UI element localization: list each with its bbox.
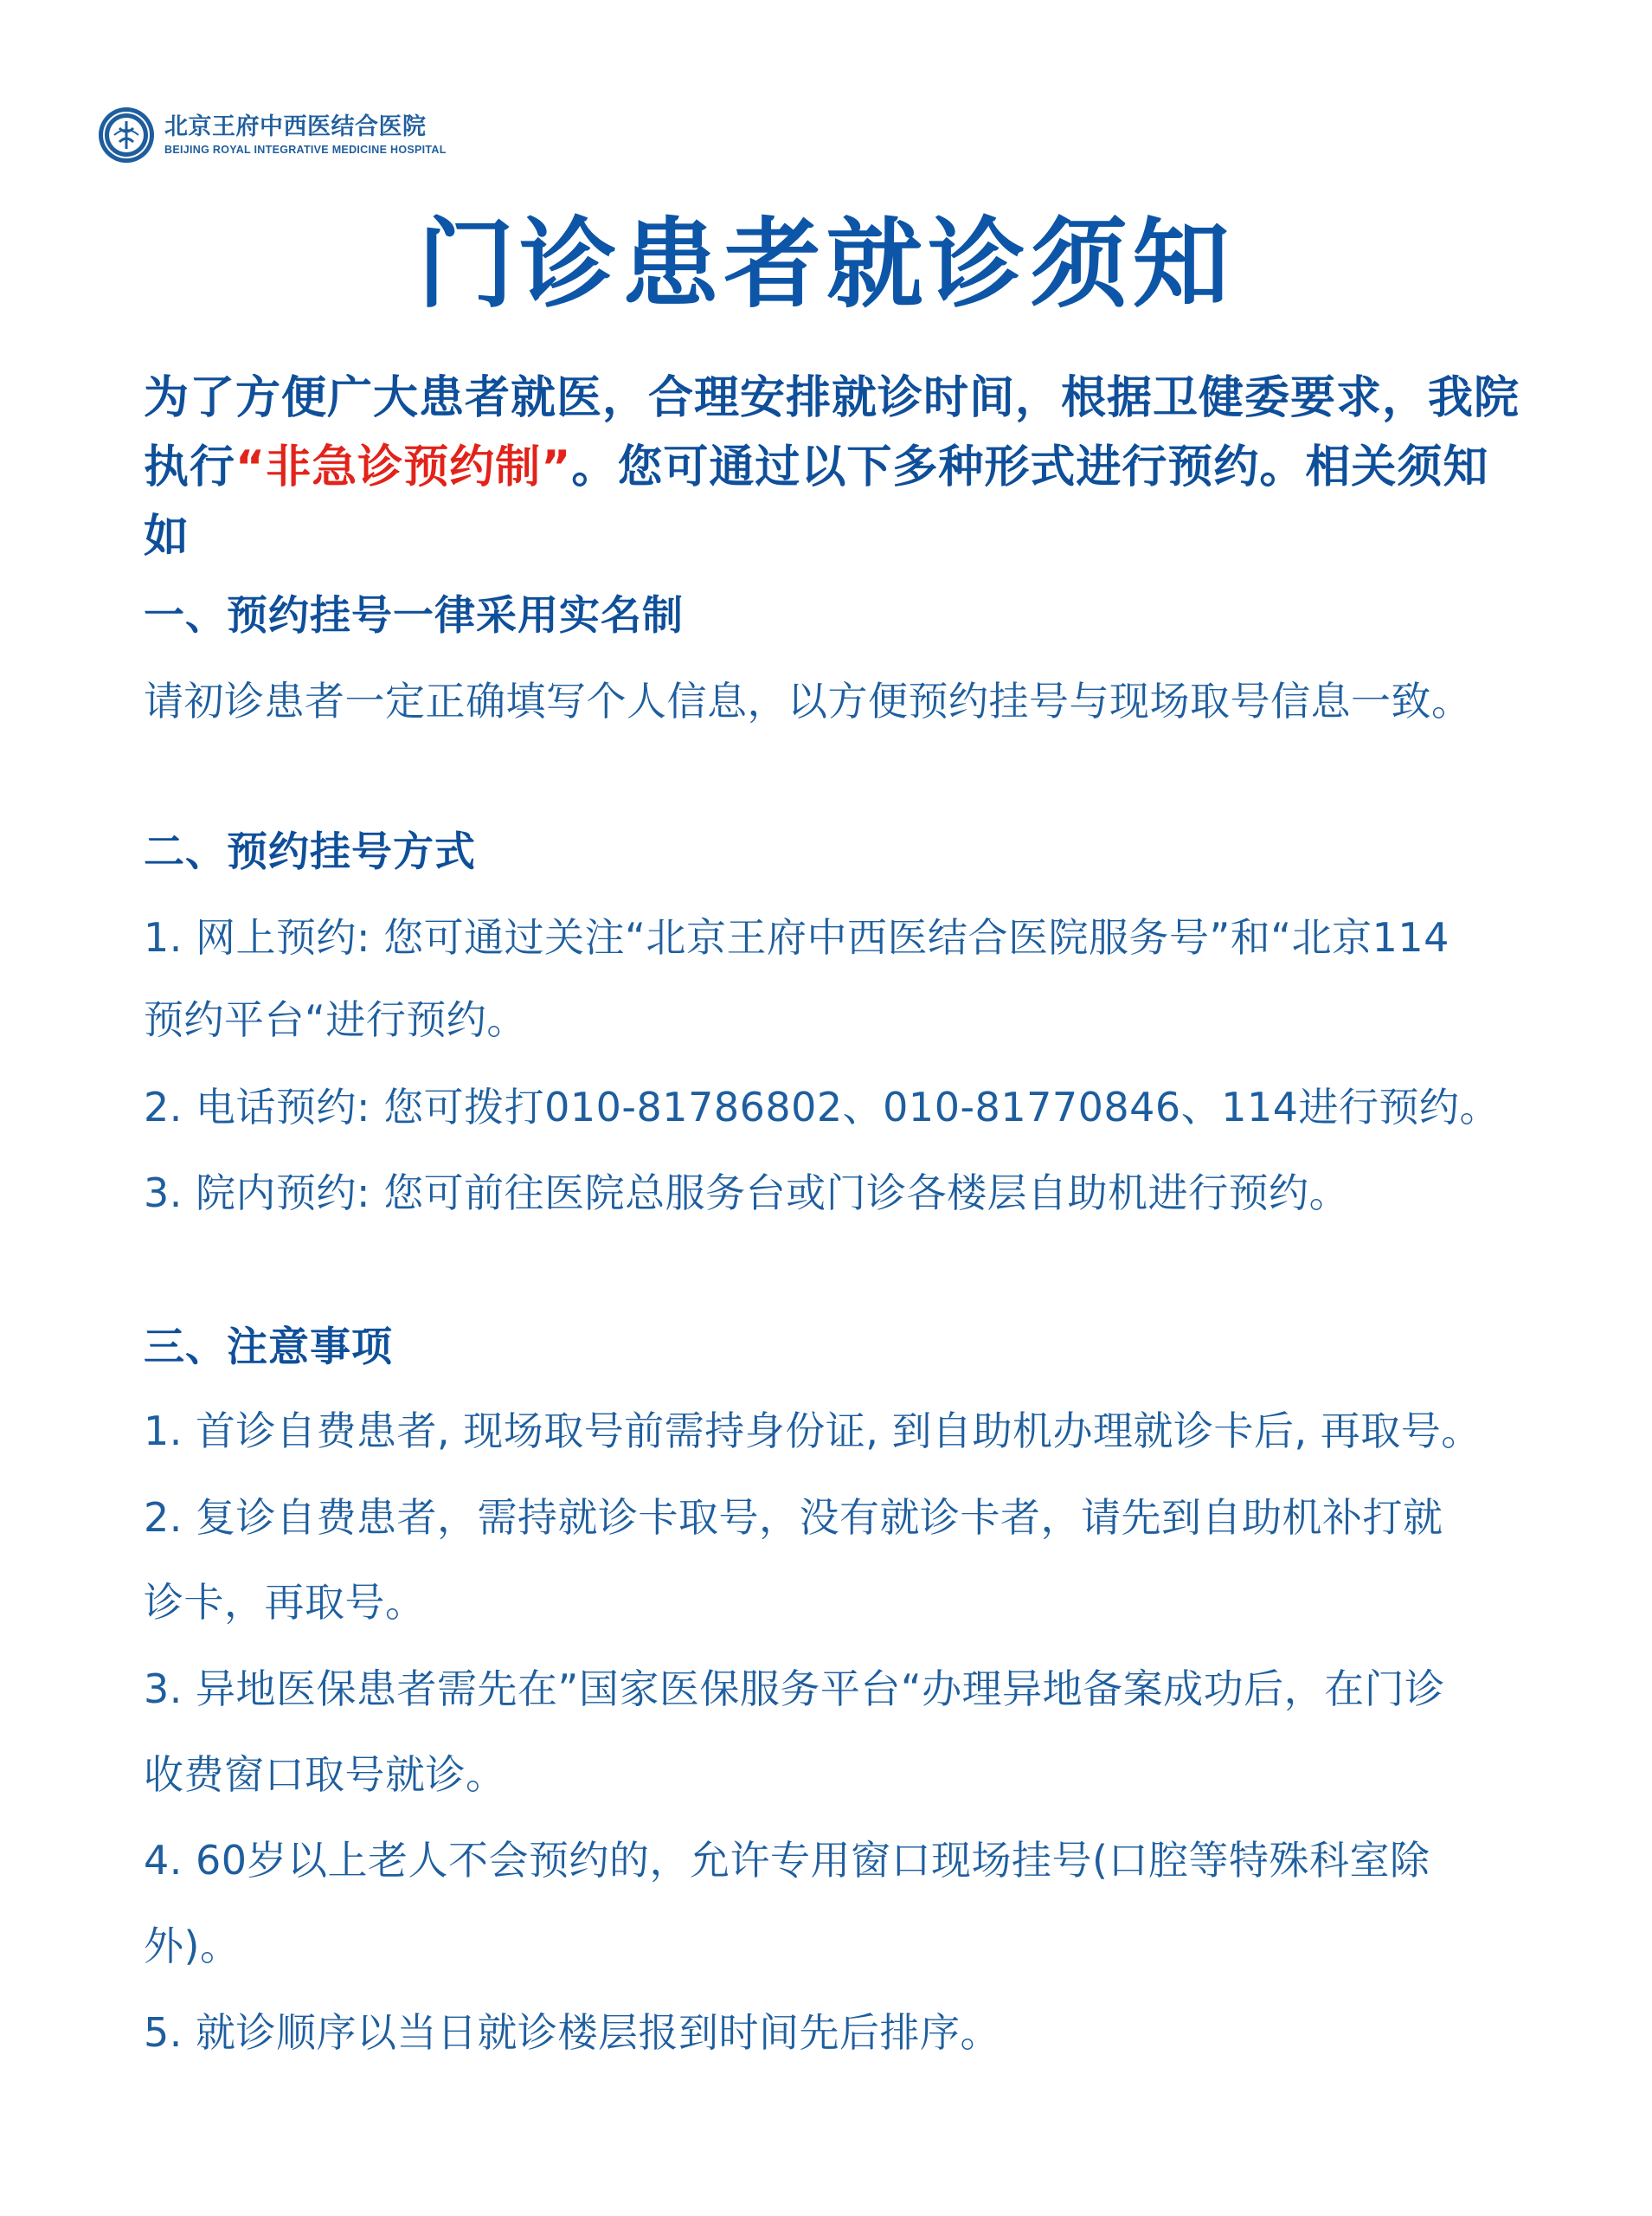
intro-line-1: 为了方便广大患者就医，合理安排就诊时间，根据卫健委要求，我院 — [144, 372, 1520, 424]
section-2-item-2: 2. 电话预约: 您可拨打010-81786802、010-81770846、114进行预约。 — [144, 1084, 1500, 1131]
section-3-item-4-line-1: 4. 60岁以上老人不会预约的，允许专用窗口现场挂号(口腔等特殊科室除 — [144, 1837, 1430, 1884]
section-3-item-3-line-2: 收费窗口取号就诊。 — [144, 1751, 506, 1798]
intro-line-2-post: 。您可通过以下多种形式进行预约。相关须知如 — [144, 441, 1489, 563]
section-1-text: 请初诊患者一定正确填写个人信息，以方便预约挂号与现场取号信息一致。 — [144, 678, 1472, 725]
hospital-emblem-icon — [97, 106, 156, 164]
section-2-heading: 二、预约挂号方式 — [144, 828, 476, 876]
section-3-item-1: 1. 首诊自费患者, 现场取号前需持身份证, 到自助机办理就诊卡后, 再取号。 — [144, 1408, 1482, 1454]
page-title: 门诊患者就诊须知 — [417, 209, 1235, 321]
intro-paragraph — [144, 364, 1528, 571]
section-2-item-3: 3. 院内预约: 您可前往医院总服务台或门诊各楼层自助机进行预约。 — [144, 1169, 1350, 1216]
logo-text — [164, 113, 447, 158]
section-3-heading: 三、注意事项 — [144, 1324, 393, 1371]
logo-name-cn: 北京王府中西医结合医院 — [164, 113, 427, 140]
section-3-item-2-line-1: 2. 复诊自费患者，需持就诊卡取号，没有就诊卡者，请先到自助机补打就 — [144, 1494, 1443, 1541]
logo-name-en: BEIJING ROYAL INTEGRATIVE MEDICINE HOSPITAL — [164, 144, 447, 156]
section-1-heading: 一、预约挂号一律采用实名制 — [144, 592, 684, 640]
section-2-item-1-line-1: 1. 网上预约: 您可通过关注“北京王府中西医结合医院服务号”和“北京114 — [144, 914, 1450, 961]
section-2-item-1-line-2: 预约平台“进行预约。 — [144, 996, 527, 1043]
section-3-item-3-line-1: 3. 异地医保患者需先在”国家医保服务平台“办理异地备案成功后，在门诊 — [144, 1665, 1445, 1712]
intro-line-2 — [144, 433, 1528, 571]
section-3-item-4-line-2: 外)。 — [144, 1923, 241, 1969]
section-3-item-5: 5. 就诊顺序以当日就诊楼层报到时间先后排序。 — [144, 2009, 1001, 2056]
intro-line-2-pre: 执行 — [144, 441, 236, 493]
section-3-item-2-line-2: 诊卡，再取号。 — [144, 1579, 426, 1626]
intro-highlight: “非急诊预约制” — [235, 441, 572, 493]
hospital-logo — [97, 102, 447, 168]
